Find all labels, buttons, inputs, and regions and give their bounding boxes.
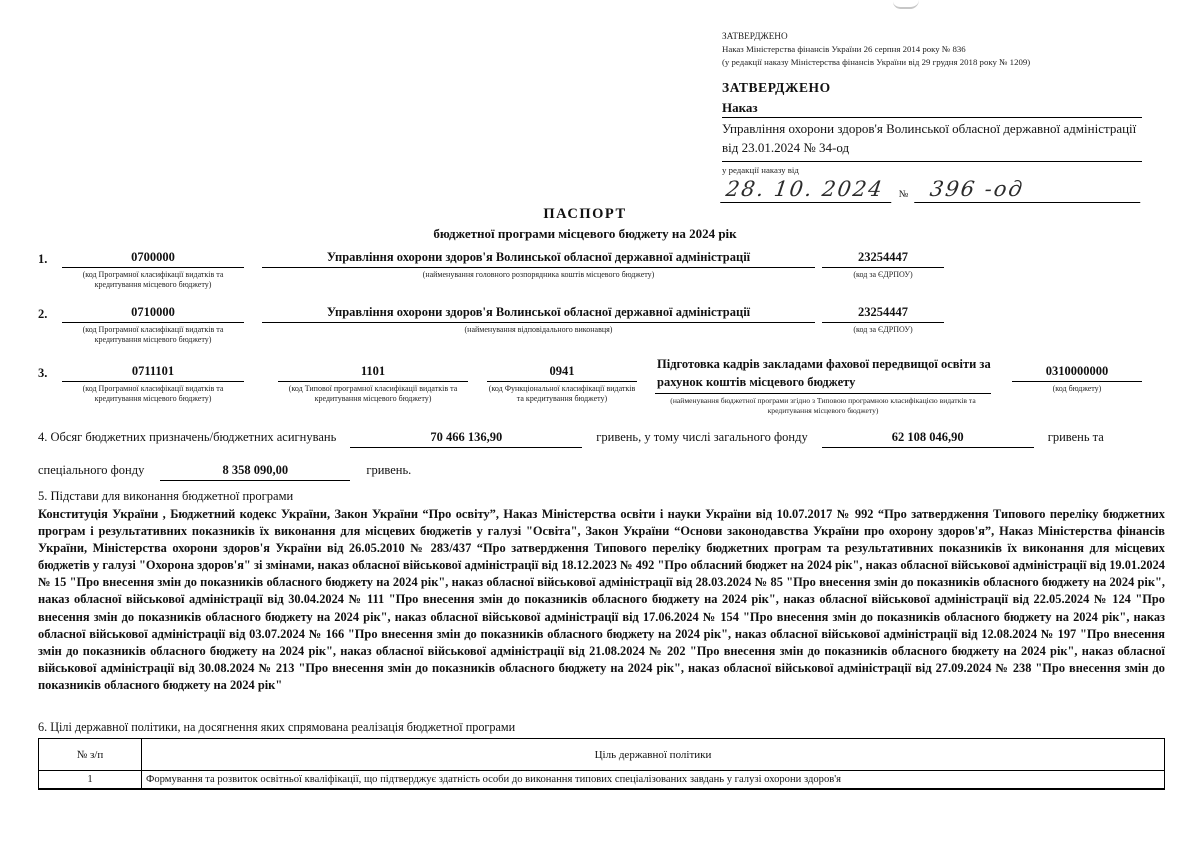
order-issuer: Управління охорони здоров'я Волинської обласної державної адміністрації від 23.01.2024 № 34-од (722, 118, 1142, 162)
item1-edrpou-field (822, 250, 944, 280)
section4-general-fund-amount: 62 108 046,90 (822, 430, 1034, 448)
item1-number: 1. (38, 252, 48, 266)
item2-executor-name: Управління охорони здоров'я Волинської обласної державної адміністрації (262, 305, 815, 323)
handwritten-date: 28. 10. 2024 (720, 177, 894, 203)
item1-program-code-caption: (код Програмної класифікації видатків та кредитування місцевого бюджету) (82, 270, 224, 290)
stamp-approved-label: ЗАТВЕРДЖЕНО (722, 31, 788, 41)
item2-executor-caption: (найменування відповідального виконавця) (464, 325, 613, 334)
order-label: Наказ (722, 100, 1142, 118)
item3-budget-code-caption: (код бюджету) (1052, 384, 1102, 393)
page-title: ПАСПОРТ (543, 206, 627, 222)
section4-special-tail: гривень. (366, 463, 412, 477)
item3-functional-code-field (487, 364, 637, 405)
section4-label: 4. Обсяг бюджетних призначень/бюджетних асигнувань (38, 430, 337, 444)
table-cell-goal-text: Формування та розвиток освітньої кваліфікації, що підтверджує здатність особи до виконання типових спеціалізованих завдань у галузі охорони здоров'я (142, 771, 1165, 790)
handwritten-row (722, 177, 1142, 203)
item3-program-name-field (655, 355, 991, 416)
section5-heading: 5. Підстави для виконання бюджетної програми (38, 489, 294, 503)
item1-manager-caption: (найменування головного розпорядника коштів місцевого бюджету) (422, 270, 655, 279)
item1-manager-field (262, 250, 815, 280)
item3-functional-code: 0941 (487, 364, 637, 382)
section4-line1 (38, 430, 1168, 448)
stamp-order-ref: Наказ Міністерства фінансів України 26 серпня 2014 року № 836 (722, 44, 966, 55)
table-cell-row-number: 1 (39, 771, 142, 790)
page-subtitle: бюджетної програми місцевого бюджету на 2024 рік (433, 226, 737, 241)
item2-number: 2. (38, 307, 48, 321)
item3-typical-code: 1101 (278, 364, 468, 382)
section6-heading: 6. Цілі державної політики, на досягнення яких спрямована реалізація бюджетної програми (38, 720, 516, 734)
item3-typical-code-field (278, 364, 468, 405)
section4-special-fund-amount: 8 358 090,00 (160, 463, 350, 481)
section5-legal-basis-text: Конституція України , Бюджетний кодекс України, Закон України “Про освіту”, Наказ Міністерства освіти і науки України від 10.07.2017 № 992 “Про затвердження Типового переліку бюджетних програм і результативних показників їх виконання для місцевих бюджетів у галузі "Освіта", Закон України “Основи законодавства України про охорону здоров'я”, Наказ Міністерства фінансів України, Міністерства охорони здоров'я України від 26.05.2010 № 283/437 “Про затвердження Типового переліку бюджетних програм та результативних показників їх виконання для місцевих бюджетів у галузі "Охорона здоров'я" зі змінами, наказ обласної військової адміністрації від 18.12.2023 № 492 "Про обласний бюджет на 2024 рік", наказ обласної військової адміністрації від 19.01.2024 № 15 "Про внесення змін до показників обласного бюджету на 2024 рік", наказ обласної військової адміністрації від 28.03.2024 № 85 "Про внесення змін до показників обласного бюджету на 2024 рік", наказ обласної військової адміністрації від 30.04.2024 № 111 "Про внесення змін до показників обласного бюджету на 2024 рік", наказ обласної військової адміністрації від 22.05.2024 № 124 "Про внесення змін до показників обласного бюджету на 2024 рік", наказ обласної військової адміністрації від 17.06.2024 № 154 "Про внесення змін до показників обласного бюджету на 2024 рік", наказ обласної військової адміністрації від 03.07.2024 № 166 "Про внесення змін до показників обласного бюджету на 2024 рік", наказ обласної військової адміністрації від 12.08.2024 № 197 "Про внесення змін до показників обласного бюджету на 2024 рік", наказ обласної військової адміністрації від 21.08.2024 № 202 "Про внесення змін до показників обласного бюджету на 2024 рік", наказ обласної військової адміністрації від 30.08.2024 № 213 "Про внесення змін до показників обласного бюджету на 2024 рік", наказ обласної військової адміністрації від 27.09.2024 № 238 "Про внесення змін до показників обласного бюджету на 2024 рік" (38, 507, 1165, 692)
section4-total-amount: 70 466 136,90 (350, 430, 582, 448)
pen-mark-artifact (893, 0, 919, 9)
table-header-row (39, 739, 1165, 771)
item2-edrpou-field (822, 305, 944, 335)
item3-program-name-caption: (найменування бюджетної програми згідно з Типовою програмною класифікацією видатків та кредитування місцевого бюджету) (670, 396, 976, 416)
revision-label: у редакції наказу від (722, 164, 799, 175)
item2-program-code-field (62, 305, 244, 346)
approved-label: ЗАТВЕРДЖЕНО (722, 80, 831, 95)
item3-number: 3. (38, 366, 48, 380)
item2-edrpou-code: 23254447 (822, 305, 944, 323)
item1-edrpou-code: 23254447 (822, 250, 944, 268)
number-sign: № (898, 188, 909, 200)
section4-mid-text: гривень, у тому числі загального фонду (596, 430, 808, 444)
item3-program-code-field (62, 364, 244, 405)
handwritten-order-number: 396 -од (914, 177, 1143, 203)
section4-line2 (38, 463, 1168, 481)
item1-edrpou-caption: (код за ЄДРПОУ) (853, 270, 913, 279)
item2-program-code-caption: (код Програмної класифікації видатків та кредитування місцевого бюджету) (82, 325, 224, 345)
item1-program-code: 0700000 (62, 250, 244, 268)
item3-program-code-caption: (код Програмної класифікації видатків та кредитування місцевого бюджету) (82, 384, 224, 404)
item3-functional-code-caption: (код Функціональної класифікації видатків та кредитування бюджету) (488, 384, 636, 404)
policy-goal-table (38, 738, 1165, 790)
section4-special-label: спеціального фонду (38, 463, 145, 477)
item3-budget-code-field (1012, 364, 1142, 394)
item2-edrpou-caption: (код за ЄДРПОУ) (853, 325, 913, 334)
table-header-num: № з/п (39, 739, 142, 771)
approval-order-block (722, 80, 1142, 203)
document-title-block (0, 206, 1170, 242)
approval-stamp (722, 30, 1162, 69)
table-row (39, 771, 1165, 790)
table-header-goal: Ціль державної політики (142, 739, 1165, 771)
item3-program-name: Підготовка кадрів закладами фахової передвищої освіти за рахунок коштів місцевого бюджету (655, 355, 991, 394)
item1-manager-name: Управління охорони здоров'я Волинської обласної державної адміністрації (262, 250, 815, 268)
item3-budget-code: 0310000000 (1012, 364, 1142, 382)
item1-program-code-field (62, 250, 244, 291)
stamp-revision-ref: (у редакції наказу Міністерства фінансів України від 29 грудня 2018 року № 1209) (722, 57, 1031, 68)
item2-program-code: 0710000 (62, 305, 244, 323)
item3-program-code: 0711101 (62, 364, 244, 382)
item3-typical-code-caption: (код Типової програмної класифікації видатків та кредитування місцевого бюджету) (288, 384, 458, 404)
section4-tail-text: гривень та (1047, 430, 1104, 444)
item2-executor-field (262, 305, 815, 335)
